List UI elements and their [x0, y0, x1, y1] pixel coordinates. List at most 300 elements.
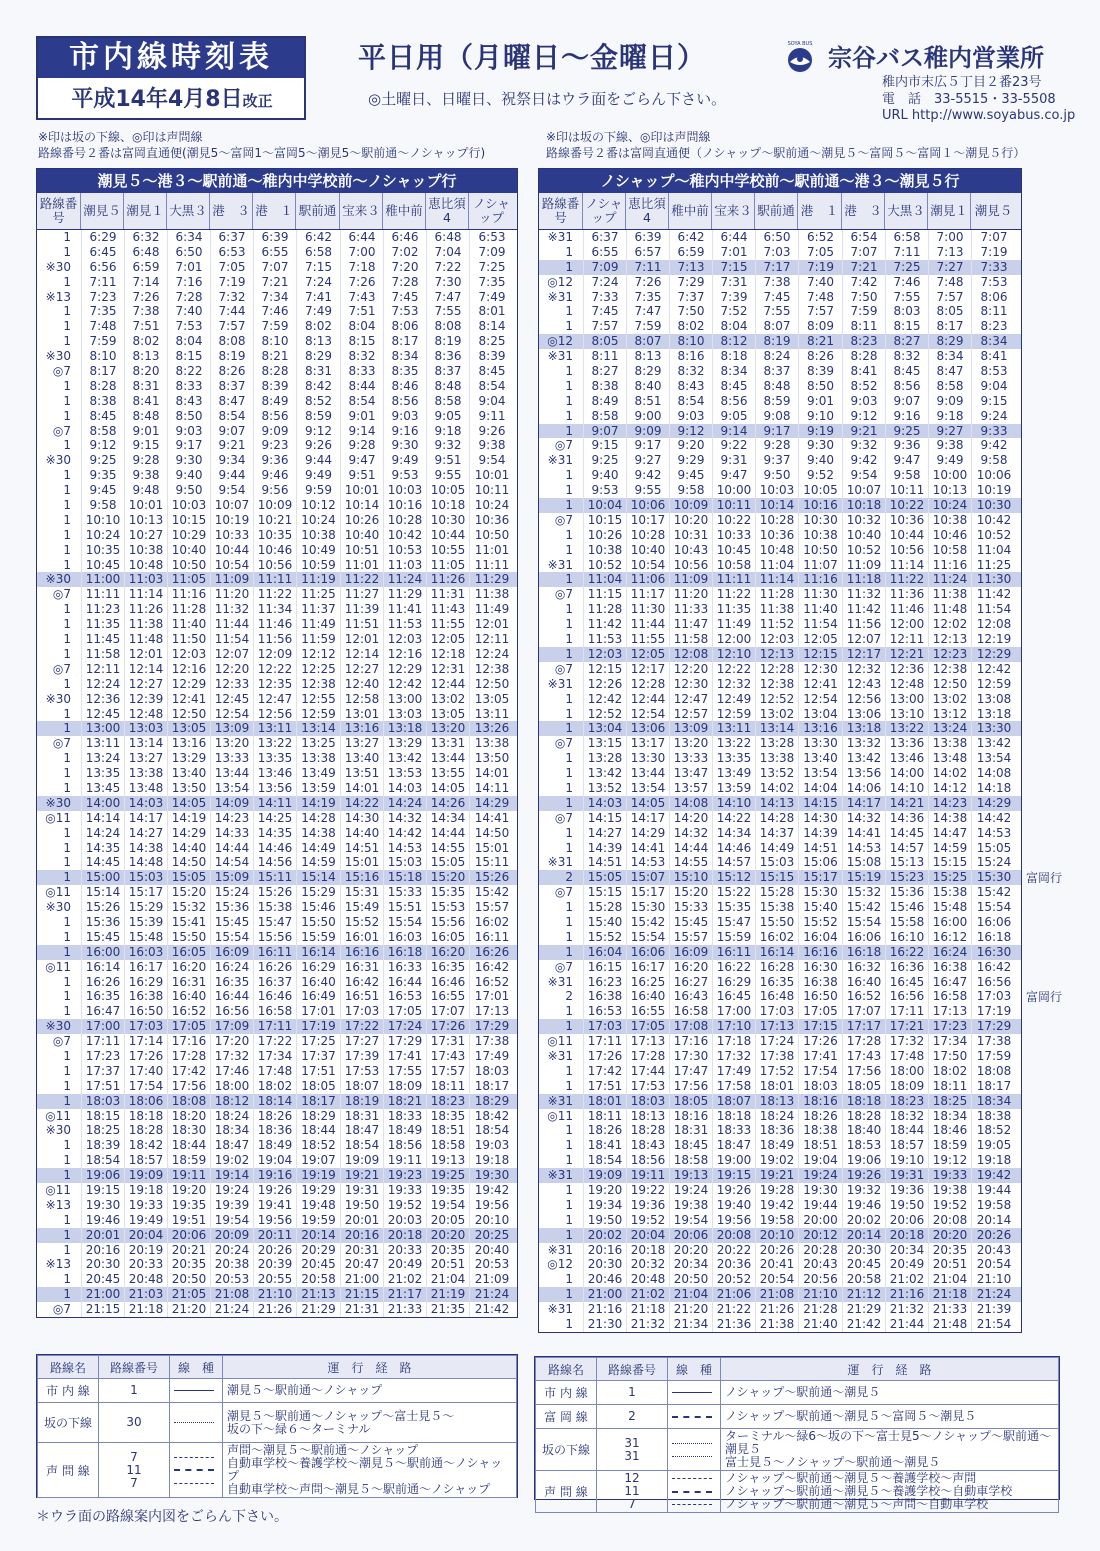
departure-time: 20:38 — [210, 1257, 253, 1272]
departure-time: 13:48 — [928, 751, 971, 766]
route-number: 1 — [565, 602, 573, 617]
table-row — [37, 1123, 517, 1138]
departure-time: 6:37 — [583, 230, 626, 245]
departure-time: 11:26 — [426, 572, 469, 587]
departure-time: 7:48 — [928, 275, 971, 290]
table-row — [539, 304, 1021, 319]
departure-time: 21:35 — [426, 1302, 469, 1317]
departure-time: 17:53 — [340, 1064, 383, 1079]
departure-time: 18:59 — [167, 1153, 210, 1168]
departure-time: 17:40 — [124, 1064, 167, 1079]
departure-time: 14:51 — [583, 855, 626, 870]
departure-time: 8:24 — [755, 349, 798, 364]
departure-time: 18:05 — [669, 1094, 712, 1109]
departure-time: 9:30 — [798, 438, 842, 453]
departure-time: 19:50 — [583, 1213, 626, 1228]
departure-time: 7:45 — [383, 290, 426, 305]
departure-time: 11:14 — [885, 558, 928, 573]
departure-time: 10:51 — [340, 543, 383, 558]
departure-time: 15:30 — [798, 885, 842, 900]
departure-time: 20:16 — [340, 1228, 383, 1243]
departure-time: 11:04 — [971, 543, 1016, 558]
departure-time: 10:58 — [712, 558, 755, 573]
departure-time: 7:49 — [469, 290, 514, 305]
departure-time: 16:47 — [928, 975, 971, 990]
departure-time: 11:42 — [583, 617, 626, 632]
departure-time: 19:24 — [210, 1183, 253, 1198]
table-row — [37, 453, 517, 468]
departure-time: 8:39 — [253, 379, 296, 394]
departure-time: 7:05 — [210, 260, 253, 275]
departure-time: 14:37 — [755, 826, 798, 841]
legend-route-path: ノシャップ～駅前通～潮見５～養護学校～声問 — [725, 1471, 977, 1485]
departure-time: 12:14 — [124, 662, 167, 677]
departure-time: 12:17 — [626, 662, 669, 677]
departure-time: 16:52 — [842, 989, 885, 1004]
departure-time: 9:21 — [210, 438, 253, 453]
departure-time: 9:21 — [842, 424, 885, 439]
departure-time: 11:38 — [928, 587, 971, 602]
departure-time: 13:17 — [626, 736, 669, 751]
departure-time: 18:20 — [167, 1109, 210, 1124]
departure-time: 12:35 — [253, 677, 296, 692]
departure-time: 7:23 — [81, 290, 124, 305]
route-number: 1 — [63, 1168, 71, 1183]
departure-time: 13:30 — [798, 736, 842, 751]
departure-time: 11:35 — [712, 602, 755, 617]
route-number: 1 — [63, 929, 71, 944]
table-row — [37, 1109, 517, 1124]
departure-time: 19:13 — [426, 1153, 469, 1168]
departure-time: 18:46 — [928, 1123, 971, 1138]
departure-time: 14:42 — [971, 811, 1016, 826]
departure-time: 10:44 — [426, 528, 469, 543]
departure-time: 9:28 — [124, 453, 167, 468]
departure-time: 11:44 — [626, 617, 669, 632]
departure-time: 12:48 — [885, 677, 928, 692]
departure-time: 6:46 — [383, 230, 426, 245]
departure-time: 14:03 — [124, 796, 167, 811]
table-row — [539, 409, 1021, 424]
departure-time: 17:26 — [426, 1019, 469, 1034]
departure-time: 14:22 — [340, 796, 383, 811]
departure-time: 18:45 — [669, 1138, 712, 1153]
table-row — [37, 796, 517, 811]
departure-time: 18:16 — [798, 1094, 842, 1109]
departure-time: 15:42 — [469, 885, 514, 900]
departure-time: 18:43 — [626, 1138, 669, 1153]
departure-time: 9:27 — [928, 424, 971, 439]
departure-time: 11:35 — [81, 617, 124, 632]
departure-time: 9:40 — [798, 453, 842, 468]
departure-time: 11:41 — [383, 602, 426, 617]
departure-time: 11:40 — [798, 602, 842, 617]
departure-time: 12:50 — [167, 707, 210, 722]
departure-time: 19:58 — [971, 1198, 1016, 1213]
table-row — [37, 304, 517, 319]
departure-time: 21:18 — [928, 1287, 971, 1302]
route-number: ※30 — [45, 572, 71, 587]
departure-time: 11:16 — [928, 558, 971, 573]
departure-time: 10:01 — [469, 468, 514, 483]
departure-time: 18:14 — [253, 1094, 296, 1109]
route-number: 1 — [565, 378, 573, 393]
departure-time: 21:24 — [469, 1287, 514, 1302]
departure-time: 19:40 — [712, 1198, 755, 1213]
departure-time: 11:29 — [469, 572, 514, 587]
departure-time: 13:27 — [124, 751, 167, 766]
departure-time: 13:29 — [167, 751, 210, 766]
departure-time: 17:17 — [842, 1019, 885, 1034]
departure-time: 11:01 — [469, 543, 514, 558]
departure-time: 17:44 — [626, 1064, 669, 1079]
departure-time: 13:47 — [669, 766, 712, 781]
departure-time: 17:11 — [583, 1034, 626, 1049]
departure-time: 20:04 — [124, 1228, 167, 1243]
departure-time: 15:35 — [712, 900, 755, 915]
departure-time: 19:48 — [296, 1198, 340, 1213]
table-row — [37, 1183, 517, 1198]
timetable-outbound-header — [37, 193, 517, 230]
line-type-swatch — [174, 1422, 214, 1423]
departure-time: 12:25 — [296, 662, 340, 677]
departure-time: 10:19 — [210, 513, 253, 528]
legend-header: 線 種 — [170, 1356, 223, 1379]
departure-time: 7:25 — [469, 260, 514, 275]
departure-time: 18:44 — [296, 1123, 340, 1138]
departure-time: 20:30 — [583, 1257, 626, 1272]
departure-time: 18:59 — [928, 1138, 971, 1153]
departure-time: 9:12 — [842, 409, 885, 424]
departure-time: 20:26 — [755, 1243, 798, 1258]
table-row — [539, 960, 1021, 975]
departure-time: 8:12 — [712, 334, 755, 349]
legend-route-number: 30 — [126, 1415, 142, 1429]
departure-time: 17:23 — [81, 1049, 124, 1064]
route-number: 1 — [63, 914, 71, 929]
departure-time: 9:33 — [971, 424, 1016, 439]
departure-time: 9:07 — [210, 424, 253, 439]
departure-time: 12:49 — [712, 692, 755, 707]
departure-time: 13:09 — [210, 721, 253, 736]
departure-time: 20:10 — [469, 1213, 514, 1228]
departure-time: 18:51 — [798, 1138, 842, 1153]
departure-time: 19:20 — [583, 1183, 626, 1198]
departure-time: 10:45 — [81, 558, 124, 573]
departure-time: 15:19 — [842, 870, 885, 885]
departure-time: 12:11 — [885, 632, 928, 647]
table-row — [539, 647, 1021, 662]
route-number: 1 — [565, 617, 573, 632]
route-number: 1 — [63, 780, 71, 795]
departure-time: 19:09 — [124, 1168, 167, 1183]
departure-time: 7:59 — [253, 319, 296, 334]
departure-time: 13:59 — [296, 781, 340, 796]
departure-time: 18:19 — [340, 1094, 383, 1109]
departure-time: 19:33 — [383, 1183, 426, 1198]
route-number: 1 — [63, 974, 71, 989]
departure-time: 19:18 — [469, 1153, 514, 1168]
departure-time: 16:52 — [167, 1004, 210, 1019]
legend-route-number: 7 — [130, 1449, 138, 1464]
departure-time: 7:21 — [842, 260, 885, 275]
legend-route-path: 坂の下～緑６～ターミナル — [227, 1421, 371, 1436]
departure-time: 14:26 — [426, 796, 469, 811]
departure-time: 8:45 — [81, 409, 124, 424]
departure-time: 16:10 — [885, 930, 928, 945]
departure-time: 16:30 — [798, 960, 842, 975]
departure-time: 9:25 — [81, 453, 124, 468]
departure-time: 19:26 — [842, 1168, 885, 1183]
departure-time: 9:04 — [469, 394, 514, 409]
departure-time: 15:42 — [971, 885, 1016, 900]
table-row — [539, 1123, 1021, 1138]
route-number: ◎11 — [45, 1183, 71, 1197]
departure-time: 7:27 — [928, 260, 971, 275]
table-row — [37, 424, 517, 439]
departure-time: 6:45 — [81, 245, 124, 260]
departure-time: 11:30 — [798, 587, 842, 602]
departure-time: 15:32 — [842, 885, 885, 900]
departure-time: 21:31 — [340, 1302, 383, 1317]
departure-time: 21:30 — [583, 1317, 626, 1332]
departure-time: 18:25 — [928, 1094, 971, 1109]
departure-time: 9:38 — [928, 438, 971, 453]
table-row — [539, 1004, 1021, 1019]
departure-time: 9:05 — [712, 409, 755, 424]
legend-line-types — [668, 1471, 721, 1513]
departure-time: 12:27 — [124, 677, 167, 692]
departure-time: 20:55 — [253, 1272, 296, 1287]
departure-time: 18:33 — [712, 1123, 755, 1138]
legend-row — [38, 1443, 517, 1498]
legend-route-name: 声 問 線 — [536, 1471, 597, 1513]
departure-time: 12:11 — [81, 662, 124, 677]
departure-time: 14:18 — [971, 781, 1016, 796]
departure-time: 20:12 — [798, 1228, 842, 1243]
legend-row — [536, 1405, 1059, 1429]
departure-time: 10:22 — [885, 498, 928, 513]
departure-time: 9:15 — [971, 394, 1016, 409]
route-number: 1 — [63, 1138, 71, 1153]
departure-time: 8:41 — [842, 364, 885, 379]
departure-time: 13:24 — [81, 751, 124, 766]
departure-time: 13:46 — [885, 751, 928, 766]
departure-time: 19:54 — [210, 1213, 253, 1228]
departure-time: 16:18 — [383, 945, 426, 960]
route-number: 1 — [63, 1272, 71, 1287]
departure-time: 18:54 — [340, 1138, 383, 1153]
departure-time: 10:59 — [296, 558, 340, 573]
departure-time: 7:19 — [798, 260, 842, 275]
departure-time: 12:32 — [712, 677, 755, 692]
departure-time: 7:17 — [755, 260, 798, 275]
departure-time: 20:06 — [669, 1228, 712, 1243]
departure-time: 10:28 — [383, 513, 426, 528]
departure-time: 12:13 — [928, 632, 971, 647]
departure-time: 16:12 — [928, 930, 971, 945]
departure-time: 13:59 — [712, 781, 755, 796]
departure-time: 19:00 — [712, 1153, 755, 1168]
table-row — [37, 483, 517, 498]
departure-time: 16:11 — [253, 945, 296, 960]
departure-time: 11:28 — [583, 602, 626, 617]
departure-time: 14:29 — [167, 826, 210, 841]
route-number: 1 — [565, 1063, 573, 1078]
departure-time: 18:51 — [426, 1123, 469, 1138]
departure-time: 17:51 — [81, 1079, 124, 1094]
departure-time: 21:00 — [81, 1287, 124, 1302]
legend-routes — [721, 1429, 1059, 1471]
departure-time: 7:57 — [928, 290, 971, 305]
departure-time: 14:57 — [885, 841, 928, 856]
table-row — [539, 245, 1021, 260]
departure-time: 11:03 — [124, 572, 167, 587]
departure-time: 13:14 — [755, 721, 798, 736]
departure-time: 16:56 — [971, 975, 1016, 990]
departure-time: 20:40 — [469, 1243, 514, 1258]
departure-time: 16:45 — [885, 975, 928, 990]
departure-time: 19:42 — [755, 1198, 798, 1213]
departure-time: 10:21 — [253, 513, 296, 528]
route-number: 1 — [63, 319, 71, 334]
departure-time: 17:01 — [469, 989, 514, 1004]
departure-time: 19:56 — [253, 1213, 296, 1228]
departure-time: 8:31 — [124, 379, 167, 394]
table-row — [37, 230, 517, 245]
departure-time: 17:43 — [426, 1049, 469, 1064]
departure-time: 15:26 — [81, 900, 124, 915]
departure-time: 20:10 — [755, 1228, 798, 1243]
departure-time: 13:18 — [383, 721, 426, 736]
departure-time: 8:37 — [755, 364, 798, 379]
departure-time: 11:05 — [167, 572, 210, 587]
departure-time: 17:07 — [426, 1004, 469, 1019]
table-row — [37, 260, 517, 275]
departure-time: 13:06 — [842, 707, 885, 722]
table-row — [37, 1257, 517, 1272]
departure-time: 15:42 — [842, 900, 885, 915]
departure-time: 17:37 — [296, 1049, 340, 1064]
route-number: ※31 — [547, 974, 573, 989]
departure-time: 19:52 — [626, 1213, 669, 1228]
table-row — [37, 1049, 517, 1064]
departure-time: 19:52 — [383, 1198, 426, 1213]
legend-route-number: 11 — [624, 1484, 640, 1498]
departure-time: 20:35 — [928, 1243, 971, 1258]
line-type-swatch — [174, 1390, 214, 1391]
departure-time: 17:34 — [928, 1034, 971, 1049]
departure-time: 10:07 — [842, 483, 885, 498]
column-header: 路線番号 — [37, 193, 81, 229]
departure-time: 14:41 — [842, 826, 885, 841]
table-row — [37, 319, 517, 334]
departure-time: 8:10 — [81, 349, 124, 364]
route-number: 1 — [565, 646, 573, 661]
column-header: 大黒３ — [885, 193, 928, 229]
departure-time: 20:24 — [210, 1243, 253, 1258]
departure-time: 8:54 — [469, 379, 514, 394]
departure-time: 8:45 — [885, 364, 928, 379]
departure-time: 17:03 — [340, 1004, 383, 1019]
departure-time: 9:05 — [426, 409, 469, 424]
departure-time: 16:47 — [81, 1004, 124, 1019]
departure-time: 8:29 — [296, 349, 340, 364]
departure-time: 13:32 — [842, 736, 885, 751]
departure-time: 15:13 — [885, 855, 928, 870]
departure-time: 8:56 — [712, 394, 755, 409]
departure-time: 12:24 — [469, 647, 514, 662]
departure-time: 20:48 — [124, 1272, 167, 1287]
departure-time: 12:23 — [928, 647, 971, 662]
departure-time: 15:54 — [842, 915, 885, 930]
departure-time: 11:03 — [383, 558, 426, 573]
departure-time: 11:27 — [340, 587, 383, 602]
departure-time: 20:11 — [253, 1228, 296, 1243]
table-row — [539, 915, 1021, 930]
departure-time: 21:00 — [340, 1272, 383, 1287]
departure-time: 17:26 — [798, 1034, 842, 1049]
departure-time: 14:45 — [885, 826, 928, 841]
route-number: 1 — [565, 1197, 573, 1212]
route-number: 1 — [565, 423, 573, 438]
departure-time: 13:27 — [340, 736, 383, 751]
departure-time: 10:00 — [712, 483, 755, 498]
route-number: 1 — [565, 1183, 573, 1197]
departure-time: 10:26 — [340, 513, 383, 528]
table-row — [37, 513, 517, 528]
departure-time: 12:18 — [426, 647, 469, 662]
departure-time: 18:49 — [253, 1138, 296, 1153]
departure-time: 20:29 — [296, 1243, 340, 1258]
departure-time: 8:54 — [669, 394, 712, 409]
departure-time: 9:03 — [669, 409, 712, 424]
departure-time: 20:54 — [755, 1272, 798, 1287]
departure-time: 14:21 — [885, 796, 928, 811]
departure-time: 9:12 — [296, 424, 340, 439]
legend-route-number: 12 — [624, 1471, 640, 1485]
departure-time: 11:30 — [971, 572, 1016, 587]
departure-time: 12:47 — [253, 692, 296, 707]
departure-time: 10:42 — [971, 513, 1016, 528]
departure-time: 7:55 — [885, 290, 928, 305]
departure-time: 18:34 — [210, 1123, 253, 1138]
departure-time: 16:22 — [885, 945, 928, 960]
company-url[interactable]: URL http://www.soyabus.co.jp — [882, 108, 1076, 123]
departure-time: 14:55 — [426, 841, 469, 856]
departure-time: 10:15 — [583, 513, 626, 528]
departure-time: 16:42 — [971, 960, 1016, 975]
departure-time: 13:38 — [755, 751, 798, 766]
departure-time: 21:16 — [583, 1302, 626, 1317]
departure-time: 14:47 — [928, 826, 971, 841]
departure-time: 18:29 — [296, 1109, 340, 1124]
departure-time: 6:48 — [124, 245, 167, 260]
departure-time: 15:54 — [626, 930, 669, 945]
departure-time: 20:18 — [626, 1243, 669, 1258]
departure-time: 13:26 — [469, 721, 514, 736]
departure-time: 10:06 — [626, 498, 669, 513]
departure-time: 18:24 — [210, 1109, 253, 1124]
departure-time: 13:22 — [885, 721, 928, 736]
departure-time: 15:39 — [124, 915, 167, 930]
departure-time: 11:37 — [296, 602, 340, 617]
departure-time: 8:58 — [426, 394, 469, 409]
route-number: ※31 — [547, 1302, 573, 1317]
departure-time: 14:06 — [842, 781, 885, 796]
departure-time: 13:40 — [340, 751, 383, 766]
weekday-heading: 平日用（月曜日～金曜日） — [358, 41, 707, 74]
